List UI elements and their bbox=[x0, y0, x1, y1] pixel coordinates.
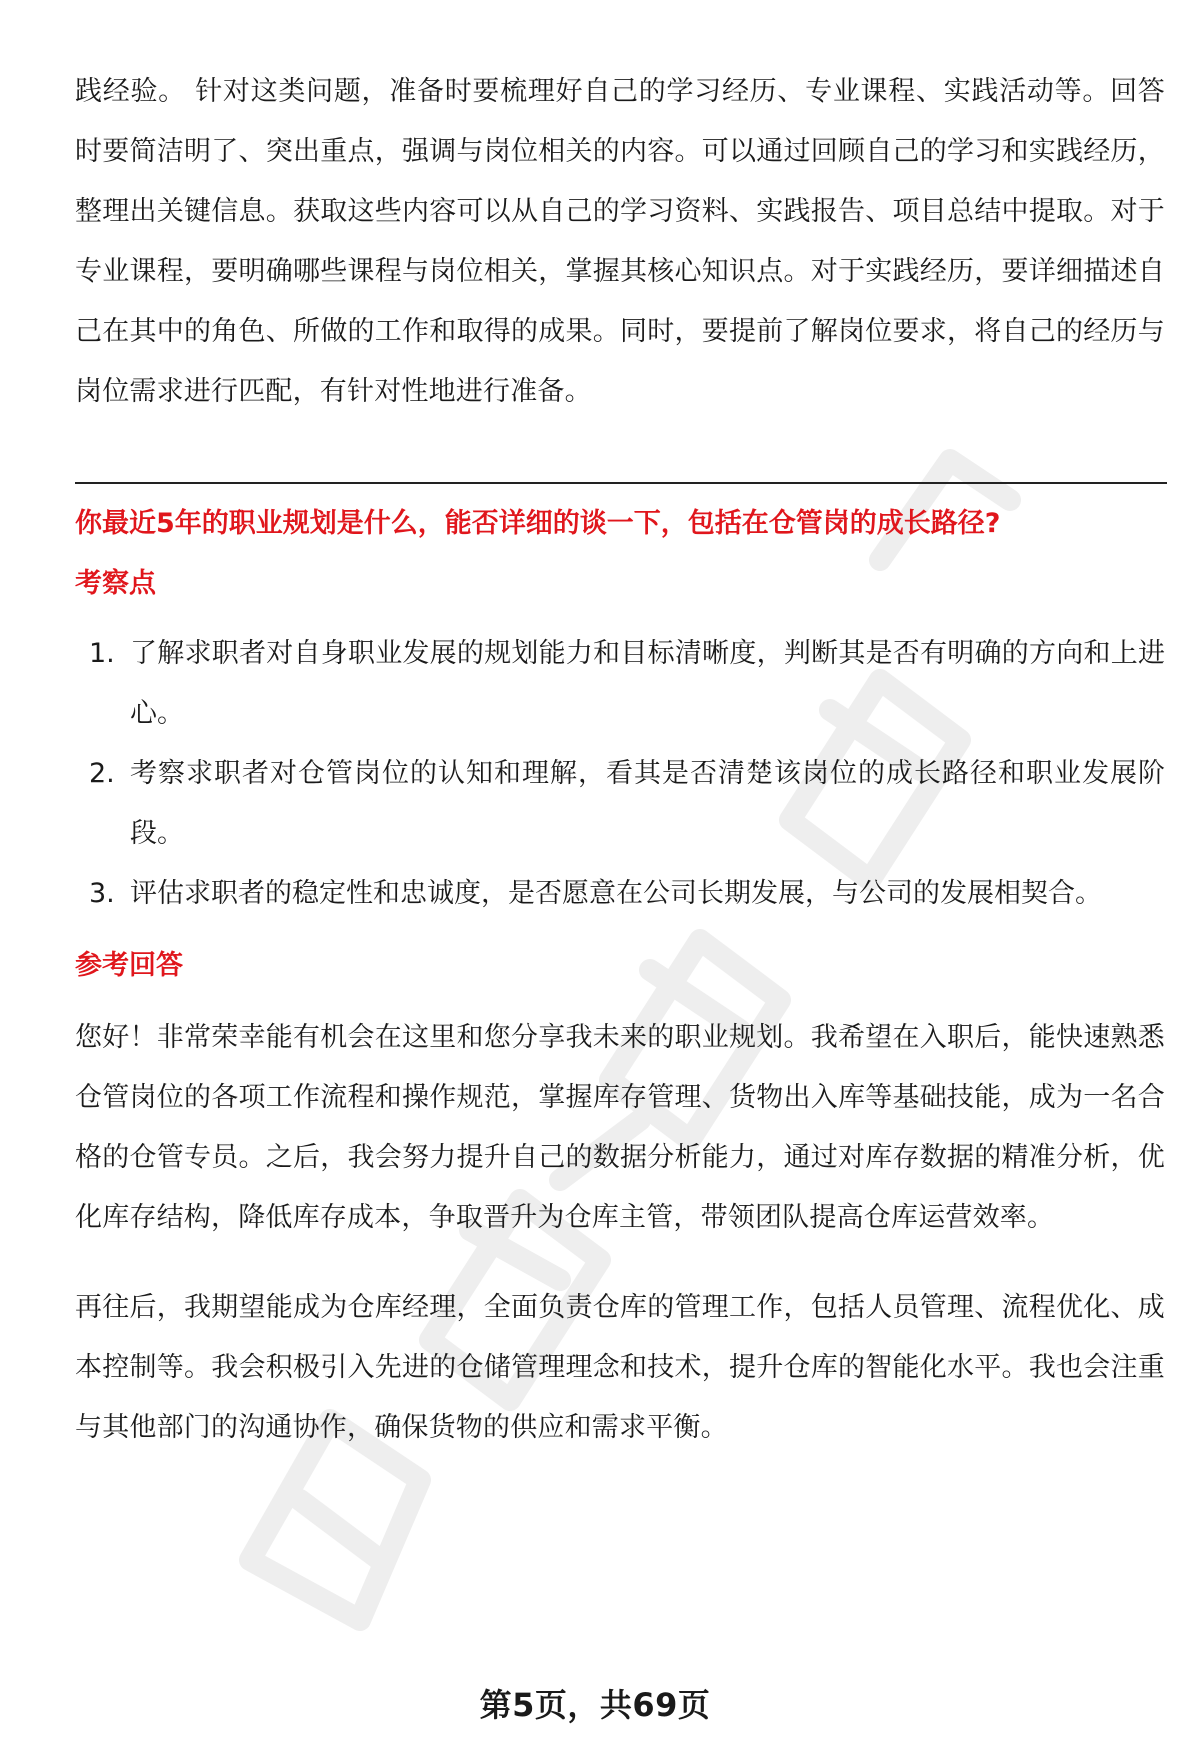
question-title: 你最近5年的职业规划是什么，能否详细的谈一下，包括在仓管岗的成长路径? bbox=[75, 508, 1001, 539]
list-item bbox=[75, 864, 1165, 924]
page-number: 第5页，共69页 bbox=[479, 1686, 711, 1724]
list-item bbox=[75, 744, 1165, 864]
intro-paragraph: 践经验。 针对这类问题，准备时要梳理好自己的学习经历、专业课程、实践活动等。回答时要简洁明了、突出重点，强调与岗位相关的内容。可以通过回顾自己的学习和实践经历，整理出关键信息。获取这些内容可以从自己的学习资料、实践报告、项目总结中提取。对于专业课程，要明确哪些课程与岗位相关，掌握其核心知识点。对于实践经历，要详细描述自己在其中的角色、所做的工作和取得的成果。同时，要提前了解岗位要求，将自己的经历与岗位需求进行匹配，有针对性地进行准备。 bbox=[75, 76, 1165, 407]
list-item bbox=[75, 624, 1165, 744]
list-item-number: 2. bbox=[89, 758, 115, 789]
assessment-list bbox=[75, 624, 1165, 924]
main-content bbox=[75, 62, 1165, 1458]
answer-paragraph: 再往后，我期望能成为仓库经理，全面负责仓库的管理工作，包括人员管理、流程优化、成本控制等。我会积极引入先进的仓储管理理念和技术，提升仓库的智能化水平。我也会注重与其他部门的沟通协作，确保货物的供应和需求平衡。 bbox=[75, 1292, 1165, 1443]
answer-paragraph: 您好！非常荣幸能有机会在这里和您分享我未来的职业规划。我希望在入职后，能快速熟悉仓管岗位的各项工作流程和操作规范，掌握库存管理、货物出入库等基础技能，成为一名合格的仓管专员。之后，我会努力提升自己的数据分析能力，通过对库存数据的精准分析，优化库存结构，降低库存成本，争取晋升为仓库主管，带领团队提高仓库运营效率。 bbox=[75, 1022, 1165, 1233]
list-item-number: 1. bbox=[89, 638, 115, 669]
list-item-number: 3. bbox=[89, 878, 115, 909]
list-item-text: 了解求职者对自身职业发展的规划能力和目标清晰度，判断其是否有明确的方向和上进心。 bbox=[130, 638, 1165, 729]
answer-heading: 参考回答 bbox=[75, 950, 183, 981]
list-item-text: 评估求职者的稳定性和忠诚度，是否愿意在公司长期发展，与公司的发展相契合。 bbox=[130, 878, 1102, 909]
assessment-heading: 考察点 bbox=[75, 568, 156, 599]
list-item-text: 考察求职者对仓管岗位的认知和理解，看其是否清楚该岗位的成长路径和职业发展阶段。 bbox=[130, 758, 1165, 849]
section-divider bbox=[75, 482, 1167, 484]
